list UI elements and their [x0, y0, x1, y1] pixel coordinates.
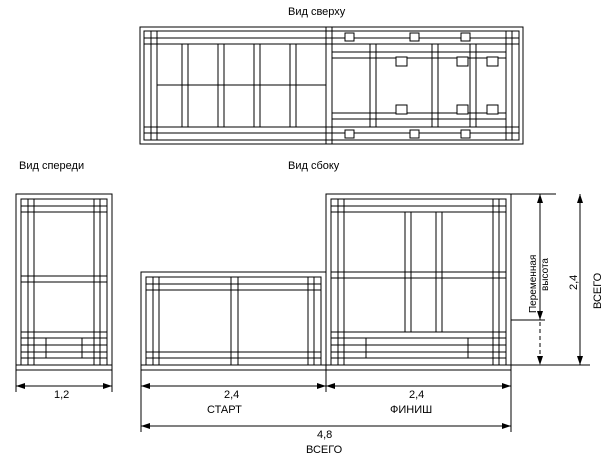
- label-top-view: Вид сверху: [288, 6, 346, 18]
- label-side-view: Вид сбоку: [288, 160, 340, 172]
- label-start: СТАРТ: [207, 404, 242, 416]
- dim-start-width: 2,4: [224, 389, 240, 401]
- label-variable-height-line1: Переменная: [528, 254, 539, 313]
- label-total-bottom: ВСЕГО: [306, 444, 343, 456]
- label-front-view: Вид спереди: [19, 160, 85, 172]
- label-finish: ФИНИШ: [390, 404, 433, 416]
- dim-front-width: 1,2: [54, 389, 70, 401]
- dim-total-width: 4,8: [317, 429, 333, 441]
- side-view-group: [141, 194, 511, 370]
- dimension-lines: [16, 194, 590, 432]
- top-view-group: [140, 27, 523, 144]
- label-total-right: ВСЕГО: [592, 272, 604, 309]
- label-variable-height-line2: высота: [540, 258, 551, 291]
- dim-total-height: 2,4: [568, 274, 580, 290]
- dim-finish-width: 2,4: [409, 389, 425, 401]
- front-view-group: [16, 194, 112, 370]
